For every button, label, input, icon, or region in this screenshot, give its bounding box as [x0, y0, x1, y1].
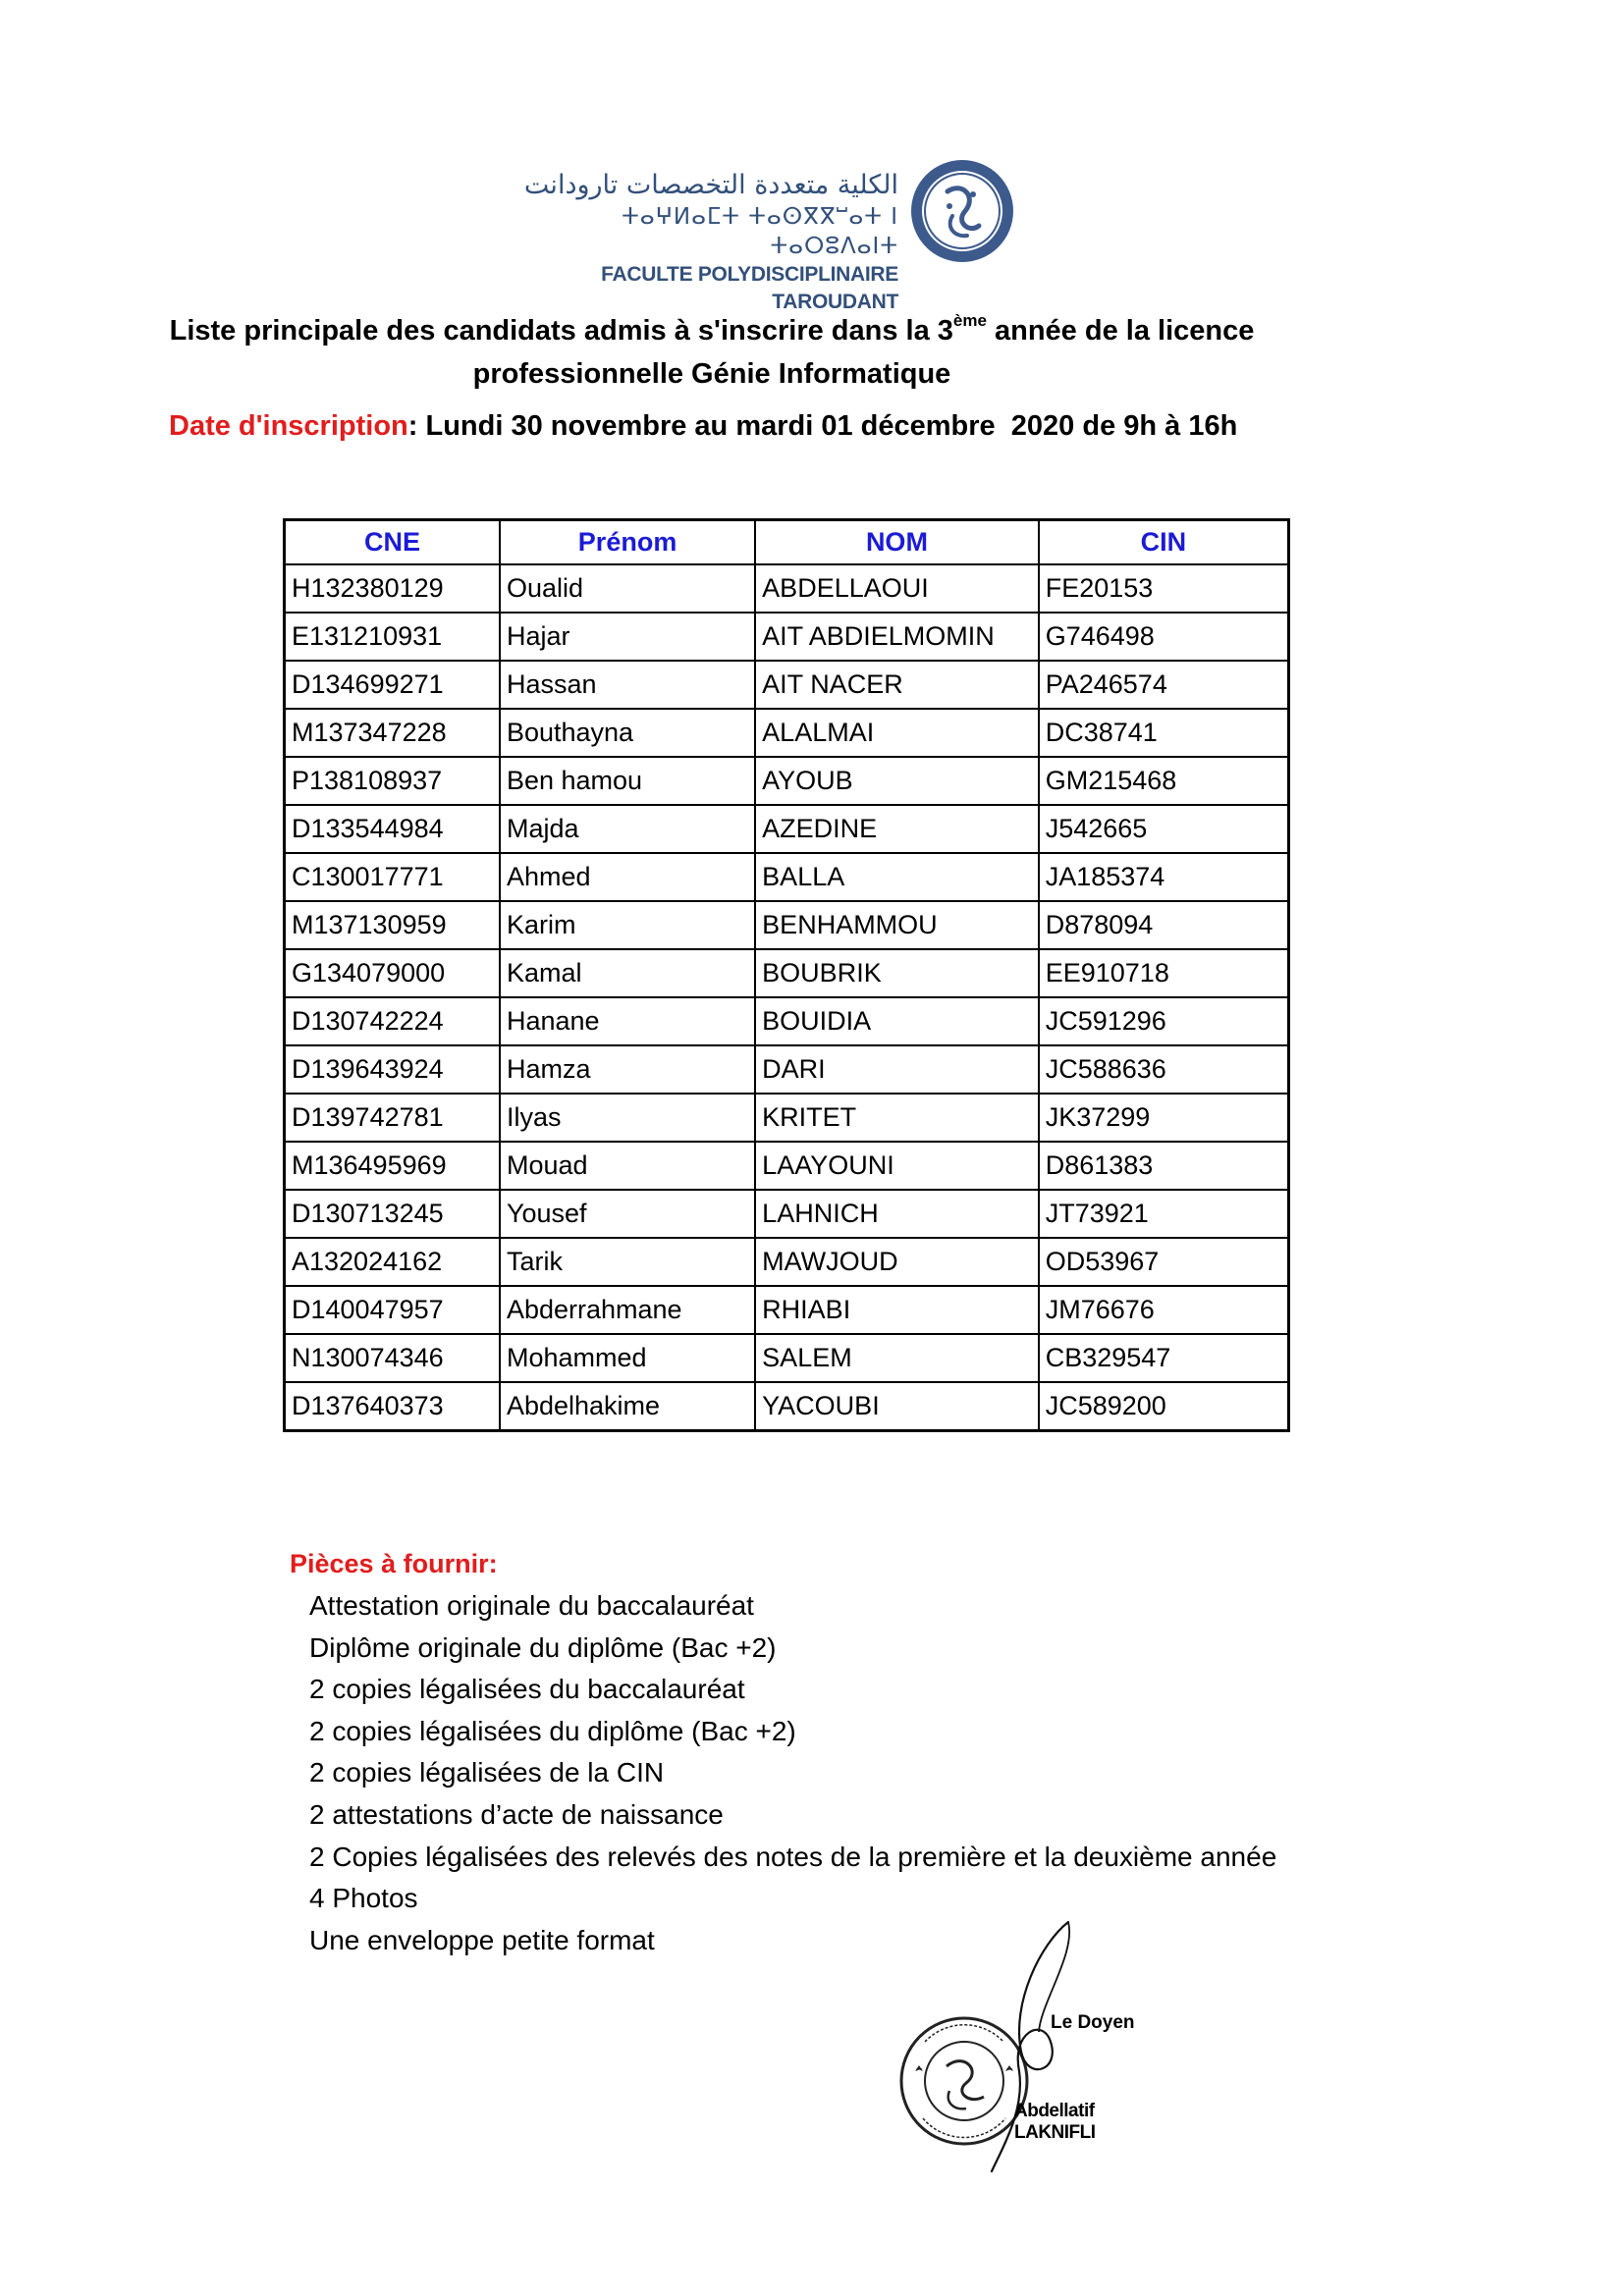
cell-nom: BOUBRIK	[755, 949, 1039, 997]
cell-cin: JC589200	[1039, 1382, 1289, 1431]
required-documents-title: Pièces à fournir:	[290, 1549, 498, 1578]
list-item: Une enveloppe petite format	[309, 1924, 655, 1955]
date-value: : Lundi 30 novembre au mardi 01 décembre 2020 de 9h à 16h	[407, 410, 1238, 442]
header-cin: CIN	[1039, 520, 1289, 565]
table-row	[285, 564, 1289, 613]
cell-cin: JM76676	[1039, 1286, 1289, 1334]
cell-nom: YACOUBI	[755, 1382, 1039, 1431]
cell-cin: JC588636	[1039, 1045, 1289, 1094]
cell-cin: D878094	[1039, 901, 1289, 949]
cell-cne: D130713245	[285, 1190, 500, 1238]
cell-cne: D140047957	[285, 1286, 500, 1334]
list-item: Attestation originale du baccalauréat	[309, 1590, 754, 1621]
cell-cne: D134699271	[285, 661, 500, 709]
table-row	[285, 1094, 1289, 1142]
table-header-row	[285, 520, 1289, 565]
cell-cin: J542665	[1039, 805, 1289, 853]
table-row	[285, 1142, 1289, 1190]
candidates-table	[283, 518, 1290, 1432]
cell-prenom: Majda	[500, 805, 755, 853]
cell-nom: BENHAMMOU	[755, 901, 1039, 949]
table-row	[285, 1190, 1289, 1238]
list-item: 2 attestations d’acte de naissance	[309, 1798, 724, 1830]
table-row	[285, 661, 1289, 709]
table-row	[285, 997, 1289, 1045]
faculty-logo	[491, 157, 1026, 313]
cell-cne: P138108937	[285, 757, 500, 805]
cell-cin: PA246574	[1039, 661, 1289, 709]
cell-cin: GM215468	[1039, 757, 1289, 805]
date-label: Date d'inscription	[169, 410, 408, 442]
table-row	[285, 949, 1289, 997]
cell-prenom: Hajar	[500, 613, 755, 661]
signer-name: Abdellatif LAKNIFLI	[1014, 2101, 1096, 2143]
cell-prenom: Tarik	[500, 1238, 755, 1286]
signature-block	[884, 1914, 1159, 2169]
table-row	[285, 1334, 1289, 1382]
cell-prenom: Ilyas	[500, 1094, 755, 1142]
table-row	[285, 1045, 1289, 1094]
cell-cin: DC38741	[1039, 709, 1289, 757]
cell-nom: KRITET	[755, 1094, 1039, 1142]
required-documents-list	[290, 1585, 1276, 1961]
signer-role: Le Doyen	[1051, 2012, 1135, 2033]
cell-prenom: Hassan	[500, 661, 755, 709]
table-row	[285, 757, 1289, 805]
logo-french-name: FACULTE POLYDISCIPLINAIRE TAROUDANT	[601, 263, 898, 313]
table-row	[285, 901, 1289, 949]
cell-nom: AZEDINE	[755, 805, 1039, 853]
cell-cin: EE910718	[1039, 949, 1289, 997]
cell-nom: RHIABI	[755, 1286, 1039, 1334]
cell-cne: C130017771	[285, 853, 500, 901]
cell-nom: BOUIDIA	[755, 997, 1039, 1045]
header-nom: NOM	[755, 520, 1039, 565]
cell-prenom: Ben hamou	[500, 757, 755, 805]
cell-prenom: Abdelhakime	[500, 1382, 755, 1431]
table-row	[285, 1382, 1289, 1431]
list-item: 4 Photos	[309, 1883, 418, 1914]
cell-nom: ALALMAI	[755, 709, 1039, 757]
cell-prenom: Oualid	[500, 564, 755, 613]
logo-tifinagh-name: ⵜⴰⵖⵍⴰⵎⵜ ⵜⴰⵙⴳⴳⵯⴰⵜ ⵏ ⵜⴰⵔⵓⴷⴰⵏⵜ	[622, 204, 898, 259]
cell-nom: AYOUB	[755, 757, 1039, 805]
cell-nom: SALEM	[755, 1334, 1039, 1382]
table-body	[285, 564, 1289, 1431]
cell-prenom: Bouthayna	[500, 709, 755, 757]
cell-cne: D130742224	[285, 997, 500, 1045]
cell-prenom: Yousef	[500, 1190, 755, 1238]
list-item: 2 copies légalisées du diplôme (Bac +2)	[309, 1715, 796, 1746]
cell-cne: N130074346	[285, 1334, 500, 1382]
cell-cin: JK37299	[1039, 1094, 1289, 1142]
registration-date	[169, 410, 1237, 443]
logo-text	[491, 169, 898, 316]
cell-cne: A132024162	[285, 1238, 500, 1286]
cell-prenom: Mouad	[500, 1142, 755, 1190]
title-superscript: ème	[952, 311, 987, 330]
logo-arabic-name: الكلية متعددة التخصصات تارودانت	[523, 170, 898, 200]
cell-nom: DARI	[755, 1045, 1039, 1094]
cell-cin: OD53967	[1039, 1238, 1289, 1286]
cell-cin: JT73921	[1039, 1190, 1289, 1238]
cell-prenom: Ahmed	[500, 853, 755, 901]
cell-nom: AIT NACER	[755, 661, 1039, 709]
cell-cne: E131210931	[285, 613, 500, 661]
required-documents	[290, 1549, 1276, 1961]
cell-prenom: Mohammed	[500, 1334, 755, 1382]
list-item: 2 copies légalisées de la CIN	[309, 1757, 665, 1789]
cell-cne: H132380129	[285, 564, 500, 613]
table-row	[285, 1286, 1289, 1334]
university-emblem-icon	[908, 157, 1016, 265]
table-row	[285, 709, 1289, 757]
list-item: 2 copies légalisées du baccalauréat	[309, 1674, 745, 1705]
cell-cin: JA185374	[1039, 853, 1289, 901]
cell-cne: M137347228	[285, 709, 500, 757]
cell-cne: M136495969	[285, 1142, 500, 1190]
cell-cne: M137130959	[285, 901, 500, 949]
cell-nom: BALLA	[755, 853, 1039, 901]
table-row	[285, 613, 1289, 661]
cell-nom: AIT ABDIELMOMIN	[755, 613, 1039, 661]
title-line-2: professionnelle Génie Informatique	[472, 358, 951, 390]
cell-cin: G746498	[1039, 613, 1289, 661]
table-row	[285, 805, 1289, 853]
cell-nom: ABDELLAOUI	[755, 564, 1039, 613]
title-line-1: Liste principale des candidats admis à s'inscrire dans la 3ème année de la licence	[169, 311, 1255, 347]
cell-prenom: Hanane	[500, 997, 755, 1045]
cell-prenom: Abderrahmane	[500, 1286, 755, 1334]
header-prenom: Prénom	[500, 520, 755, 565]
list-item: 2 Copies légalisées des relevés des notes de la première et la deuxième année	[309, 1841, 1277, 1872]
cell-nom: MAWJOUD	[755, 1238, 1039, 1286]
list-item: Diplôme originale du diplôme (Bac +2)	[309, 1631, 777, 1663]
cell-cin: FE20153	[1039, 564, 1289, 613]
cell-nom: LAAYOUNI	[755, 1142, 1039, 1190]
table-row	[285, 853, 1289, 901]
cell-cne: D139643924	[285, 1045, 500, 1094]
cell-prenom: Kamal	[500, 949, 755, 997]
document-title	[108, 309, 1316, 396]
cell-prenom: Karim	[500, 901, 755, 949]
cell-cne: D133544984	[285, 805, 500, 853]
table-row	[285, 1238, 1289, 1286]
cell-cne: D137640373	[285, 1382, 500, 1431]
cell-prenom: Hamza	[500, 1045, 755, 1094]
cell-cne: G134079000	[285, 949, 500, 997]
header-cne: CNE	[285, 520, 500, 565]
cell-cne: D139742781	[285, 1094, 500, 1142]
cell-cin: JC591296	[1039, 997, 1289, 1045]
cell-nom: LAHNICH	[755, 1190, 1039, 1238]
cell-cin: D861383	[1039, 1142, 1289, 1190]
cell-cin: CB329547	[1039, 1334, 1289, 1382]
